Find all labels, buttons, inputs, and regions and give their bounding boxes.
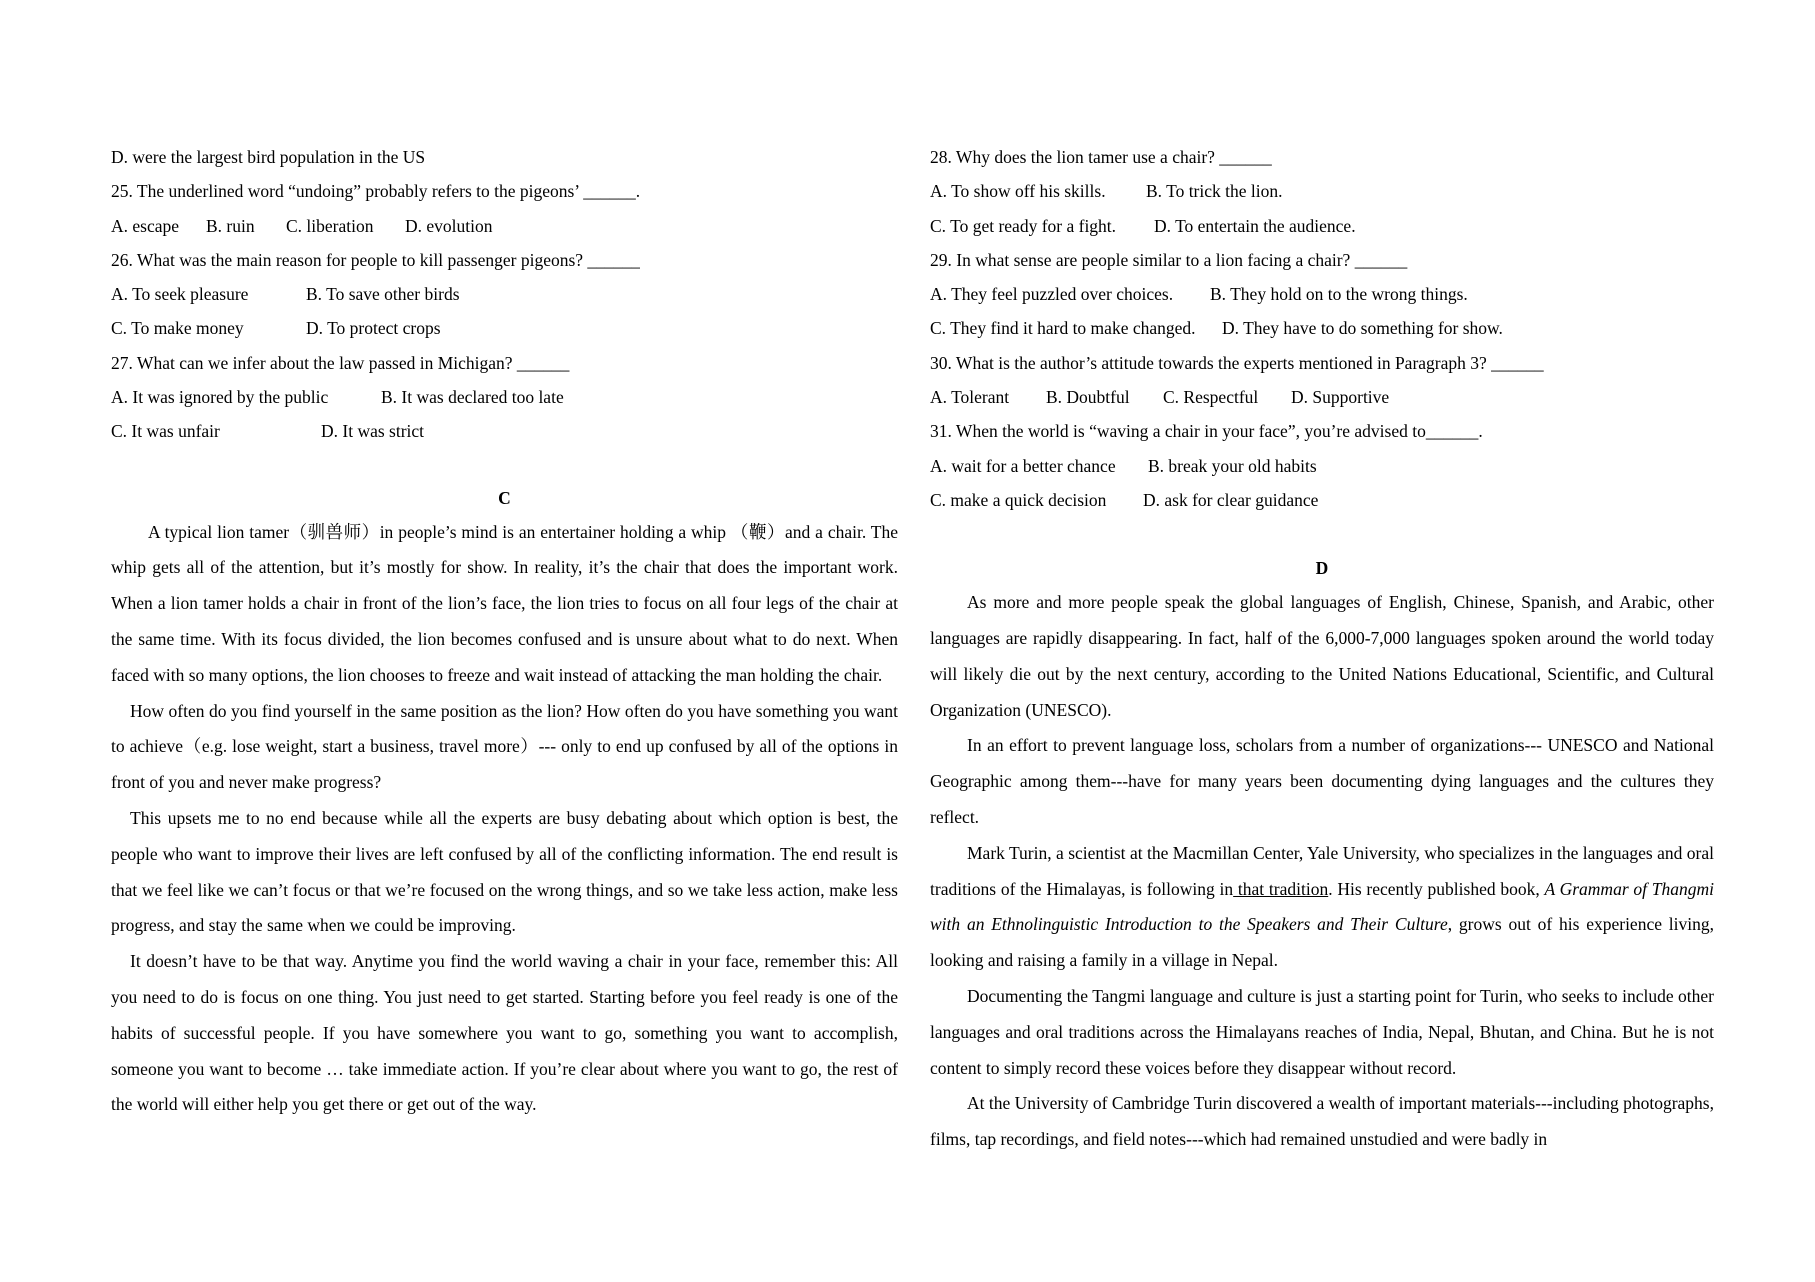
q28-option-d: D. To entertain the audience. (1154, 215, 1356, 236)
q31-option-b: B. break your old habits (1148, 455, 1317, 476)
paragraph-3-text-b: . His recently published book, (1328, 878, 1545, 899)
q29-option-a: A. They feel puzzled over choices. (930, 284, 1174, 305)
q26-option-c: C. To make money (111, 318, 244, 339)
q26-option-a: A. To seek pleasure (111, 284, 249, 305)
paragraph-3-text-c: , grows out of his experience living, looking and raising a family in a village in Nepal. (930, 914, 1714, 971)
q28-option-c: C. To get ready for a fight. (930, 215, 1117, 236)
q29-stem: 29. In what sense are people similar to a lion facing a chair? ______ (930, 249, 1408, 270)
q27-options-ab (111, 380, 898, 414)
q25-option-d: D. evolution (405, 215, 493, 236)
q27-option-b: B. It was declared too late (381, 387, 564, 408)
q25-stem: 25. The underlined word “undoing” probably refers to the pigeons’ ______. (111, 181, 641, 202)
q27-stem: 27. What can we infer about the law passed in Michigan? ______ (111, 352, 570, 373)
passage-d-paragraph-2: In an effort to prevent language loss, scholars from a number of organizations--- UNESCO and National Geographic among them---have for many years been documenting dying languages and the cultures they reflect. (930, 735, 1714, 828)
passage-d-paragraph-1: As more and more people speak the global languages of English, Chinese, Spanish, and Arabic, other languages are rapidly disappearing. In fact, half of the 6,000-7,000 languages spoken around the world today will likely die out by the next century, according to the United Nations Educational, Scientific, and Cultural Organization (UNESCO). (930, 592, 1714, 720)
q31-stem: 31. When the world is “waving a chair in your face”, you’re advised to______. (930, 421, 1483, 442)
q26-option-d: D. To protect crops (306, 318, 441, 339)
passage-d-paragraph-3 (930, 836, 1714, 979)
passage-c-paragraph-3: This upsets me to no end because while all the experts are busy debating about which option is best, the people who want to improve their lives are left confused by all of the conflicting information. The end result is that we feel like we can’t focus or that we’re focused on the wrong things, and so we take less action, make less progress, and stay the same when we could be improving. (111, 808, 898, 936)
q26-stem: 26. What was the main reason for people to kill passenger pigeons? ______ (111, 249, 640, 270)
q24-option-d: D. were the largest bird population in the US (111, 147, 426, 167)
q26-option-b: B. To save other birds (306, 284, 460, 305)
q29-options-cd (930, 311, 1714, 345)
q25-option-a: A. escape (111, 215, 180, 236)
q31-option-d: D. ask for clear guidance (1143, 489, 1319, 510)
q29-option-d: D. They have to do something for show. (1222, 318, 1503, 339)
q30-option-a: A. Tolerant (930, 387, 1010, 408)
q26-options-ab (111, 277, 898, 311)
q28-options-ab (930, 174, 1714, 208)
q29-option-c: C. They find it hard to make changed. (930, 318, 1196, 339)
q31-options-cd (930, 483, 1714, 517)
q30-option-c: C. Respectful (1163, 387, 1259, 408)
q25-options (111, 209, 898, 243)
q25-option-c: C. liberation (286, 215, 374, 236)
passage-c-paragraph-1: A typical lion tamer（驯兽师）in people’s mind is an entertainer holding a whip （鞭）and a chair. The whip gets all of the attention, but it’s mostly for show. In reality, it’s the chair that does the important work. When a lion tamer holds a chair in front of the lion’s face, the lion tries to focus on all four legs of the chair at the same time. With its focus divided, the lion becomes confused and is unsure about what to do next. When faced with so many options, the lion chooses to freeze and wait instead of attacking the man holding the chair. (111, 521, 898, 685)
q28-option-b: B. To trick the lion. (1146, 181, 1283, 202)
q31-option-a: A. wait for a better chance (930, 455, 1116, 476)
q29-option-b: B. They hold on to the wrong things. (1210, 284, 1468, 305)
q30-option-b: B. Doubtful (1046, 387, 1130, 408)
section-d-heading: D (1315, 558, 1329, 579)
q28-options-cd (930, 209, 1714, 243)
q27-options-cd (111, 414, 898, 448)
q29-options-ab (930, 277, 1714, 311)
right-column (930, 140, 1714, 1158)
paragraph-3-text-a: Mark Turin, a scientist at the Macmillan Center, Yale University, who specializes in the languages and oral traditions of the Himalayas, is following in (930, 842, 1714, 899)
q31-options-ab (930, 449, 1714, 483)
q25-option-b: B. ruin (206, 215, 255, 236)
underlined-phrase: that tradition (1233, 878, 1329, 899)
q30-stem: 30. What is the author’s attitude towards the experts mentioned in Paragraph 3? ______ (930, 352, 1544, 373)
q31-option-c: C. make a quick decision (930, 489, 1107, 510)
passage-c-paragraph-4: It doesn’t have to be that way. Anytime you find the world waving a chair in your face, remember this: All you need to do is focus on one thing. You just need to get started. Starting before you feel ready is one of the habits of successful people. If you have somewhere you want to go, something you want to accomplish, someone you want to become … take immediate action. If you’re clear about where you want to go, the rest of the world will either help you get there or get out of the way. (111, 951, 898, 1115)
passage-d-paragraph-5: At the University of Cambridge Turin discovered a wealth of important materials---including photographs, films, tap recordings, and field notes---which had remained unstudied and were badly in (930, 1093, 1714, 1150)
section-c-heading: C (498, 487, 511, 508)
q27-option-a: A. It was ignored by the public (111, 387, 329, 408)
q27-option-d: D. It was strict (321, 421, 425, 442)
passage-c-paragraph-2: How often do you find yourself in the same position as the lion? How often do you have something you want to achieve（e.g. lose weight, start a business, travel more）--- only to end up confused by all of the options in front of you and never make progress? (111, 700, 898, 793)
left-column (111, 140, 898, 1123)
q26-options-cd (111, 311, 898, 345)
book-title: A Grammar of Thangmi with an Ethnolinguistic Introduction to the Speakers and Their Culture (930, 878, 1714, 935)
q30-options (930, 380, 1714, 414)
q27-option-c: C. It was unfair (111, 421, 220, 442)
q28-option-a: A. To show off his skills. (930, 181, 1106, 202)
q30-option-d: D. Supportive (1291, 387, 1390, 408)
q28-stem: 28. Why does the lion tamer use a chair? ______ (930, 147, 1272, 167)
passage-d-paragraph-4: Documenting the Tangmi language and culture is just a starting point for Turin, who seeks to include other languages and oral traditions across the Himalayans reaches of India, Nepal, Bhutan, and China. But he is not content to simply record these voices before they disappear without record. (930, 986, 1714, 1078)
